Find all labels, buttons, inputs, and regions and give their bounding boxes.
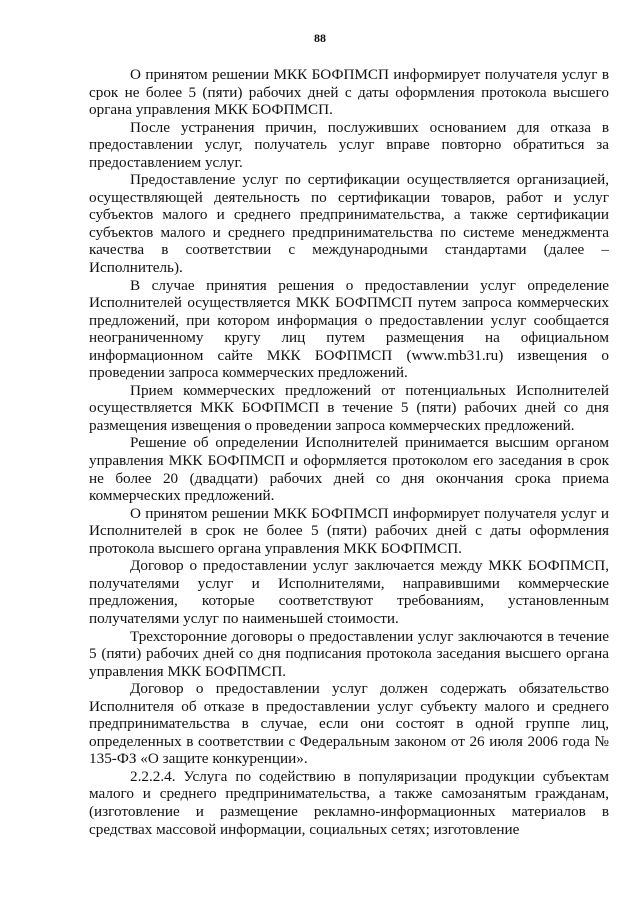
paragraph-4: В случае принятия решения о предоставлении услуг определение Исполнителей осуществляется МКК БОФПМСП путем запроса коммерческих предложений, при котором информация о предоставлении услуг сообщается неограниченному кругу лиц путем размещения на официальном информационном сайте МКК БОФПМСП (www.mb31.ru) извещения о проведении запроса коммерческих предложений. xyxy=(89,276,609,382)
paragraph-2: После устранения причин, послуживших основанием для отказа в предоставлении услуг, получатель услуг вправе повторно обратиться за предоставлением услуг. xyxy=(89,118,609,171)
paragraph-6: Решение об определении Исполнителей принимается высшим органом управления МКК БОФПМСП и оформляется протоколом его заседания в срок не более 20 (двадцати) рабочих дней со дня окончания срока приема коммерческих предложений. xyxy=(89,434,609,505)
paragraph-10: Договор о предоставлении услуг должен содержать обязательство Исполнителя об отказе в предоставлении услуг субъекту малого и среднего предпринимательства в случае, если они состоят в одной группе лиц, определенных в соответствии с Федеральным законом от 26 июля 2006 года № 135-ФЗ «О защите конкуренции». xyxy=(89,680,609,768)
paragraph-9: Трехсторонние договоры о предоставлении услуг заключаются в течение 5 (пяти) рабочих дней со дня подписания протокола заседания высшего органа управления МКК БОФПМСП. xyxy=(89,627,609,680)
paragraph-3: Предоставление услуг по сертификации осуществляется организацией, осуществляющей деятельность по сертификации товаров, работ и услуг субъектов малого и среднего предпринимательства, а также сертификации субъектов малого и среднего предпринимательства по системе менеджмента качества в соответствии с международными стандартами (далее – Исполнитель). xyxy=(89,171,609,277)
document-body xyxy=(89,66,609,838)
page-number: 88 xyxy=(314,31,326,45)
paragraph-8: Договор о предоставлении услуг заключается между МКК БОФПМСП, получателями услуг и Исполнителями, направившими коммерческие предложения, которые соответствуют требованиям, установленным получателями услуг по наименьшей стоимости. xyxy=(89,557,609,627)
paragraph-7: О принятом решении МКК БОФПМСП информирует получателя услуг и Исполнителей в срок не более 5 (пяти) рабочих дней с даты оформления протокола высшего органа управления МКК БОФПМСП. xyxy=(89,504,609,557)
paragraph-1: О принятом решении МКК БОФПМСП информирует получателя услуг в срок не более 5 (пяти) рабочих дней с даты оформления протокола высшего органа управления МКК БОФПМСП. xyxy=(89,66,609,119)
paragraph-11: 2.2.2.4. Услуга по содействию в популяризации продукции субъектам малого и среднего предпринимательства, а также самозанятым гражданам, (изготовление и размещение рекламно-информационных материалов в средствах массовой информации, социальных сетях; изготовление xyxy=(89,767,609,838)
paragraph-5: Прием коммерческих предложений от потенциальных Исполнителей осуществляется МКК БОФПМСП в течение 5 (пяти) рабочих дней со дня размещения извещения о проведении запроса коммерческих предложений. xyxy=(89,381,609,434)
